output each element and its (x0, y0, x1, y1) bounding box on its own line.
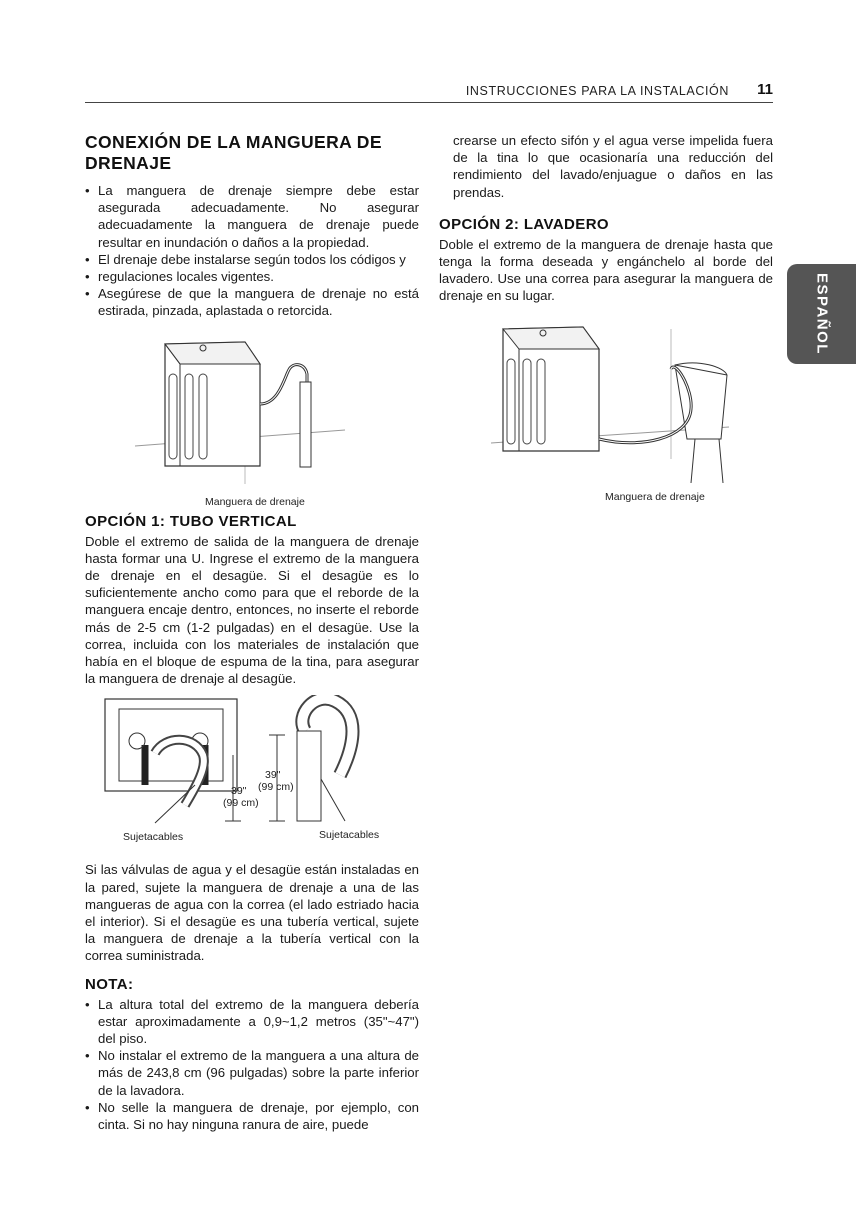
bullet-item: • El drenaje debe instalarse según todos los códigos y (85, 251, 419, 268)
laundry-tub-illustration (439, 319, 773, 489)
language-tab-label: ESPAÑOL (813, 273, 830, 355)
standpipe-figure (85, 695, 419, 853)
note-title: NOTA: (85, 975, 134, 993)
figure-caption: Sujetacables (319, 829, 380, 842)
note-item: • No selle la manguera de drenaje, por ejemplo, con cinta. Si no hay ninguna ranura de aire, puede (85, 1099, 419, 1133)
option2-text: Doble el extremo de la manguera de drenaje hasta que tenga la forma deseada y engánchelo al borde del lavadero. Use una correa para asegurar la manguera de drenaje en su lugar. (439, 236, 773, 304)
washer-drain-hose-figure (85, 334, 419, 512)
figure-caption: Sujetacables (123, 831, 184, 844)
bullet-item: • Asegúrese de que la manguera de drenaje no está estirada, pinzada, aplastada o retorcida. (85, 285, 419, 319)
language-tab (787, 264, 856, 364)
section-title: CONEXIÓN DE LA MANGUERA DE DRENAJE (85, 132, 382, 173)
right-column (439, 132, 773, 519)
dimension-value: 39" (265, 769, 281, 782)
continuation-text: crearse un efecto sifón y el agua verse impelida fuera de la tina lo que ocasionaría una reducción del rendimiento del lavado/enjuague o daños en las prendas. (453, 133, 773, 200)
note-item: • No instalar el extremo de la manguera a una altura de más de 243,8 cm (96 pulgadas) sobre la parte inferior de la lavadora. (85, 1047, 419, 1099)
dimension-value: 39" (231, 785, 247, 798)
dimension-value-cm: (99 cm) (223, 797, 259, 810)
option1-title: OPCIÓN 1: TUBO VERTICAL (85, 512, 297, 530)
page-number: 11 (757, 81, 773, 98)
washer-illustration (85, 334, 419, 494)
note-item: • La altura total del extremo de la manguera debería estar aproximadamente a 0,9~1,2 metros (35"~47") del piso. (85, 996, 419, 1048)
wall-valves-text: Si las válvulas de agua y el desagüe están instaladas en la pared, sujete la manguera de drenaje a una de las mangueras de agua con la correa (el lado estriado hacia el interior). Si el desagüe es una tubería vertical, sujete la manguera de drenaje a la tubería vertical con la correa suministrada. (85, 862, 419, 964)
dimension-value-cm: (99 cm) (258, 781, 294, 794)
drain-hose-bullets (85, 182, 419, 320)
laundry-tub-figure (439, 319, 773, 519)
note-bullets (85, 996, 419, 1134)
figure-caption: Manguera de drenaje (605, 490, 705, 503)
header-title: INSTRUCCIONES PARA LA INSTALACIÓN (465, 84, 729, 98)
bullet-item: • regulaciones locales vigentes. (85, 268, 419, 285)
bullet-item: • La manguera de drenaje siempre debe estar asegurada adecuadamente. No asegurar adecuadamente la manguera de drenaje puede resultar en inundación o daños a la propiedad. (85, 182, 419, 251)
left-column (85, 132, 419, 1133)
option2-title: OPCIÓN 2: LAVADERO (439, 215, 609, 233)
option1-text: Doble el extremo de salida de la manguera de drenaje hasta formar una U. Ingrese el extremo de la manguera de drenaje en el desagüe. Si el desagüe es lo suficientemente ancho como para que el reborde de la manguera encaje dentro, entonces, no inserte el reborde más de 2-5 cm (1-2 pulgadas) en el desagüe. Use la correa, incluida con los materiales de instalación que había en el bloque de espuma de la tina, para asegurar la manguera de drenaje al desagüe. (85, 533, 419, 687)
page-header (85, 82, 773, 103)
figure-caption: Manguera de drenaje (205, 495, 305, 508)
